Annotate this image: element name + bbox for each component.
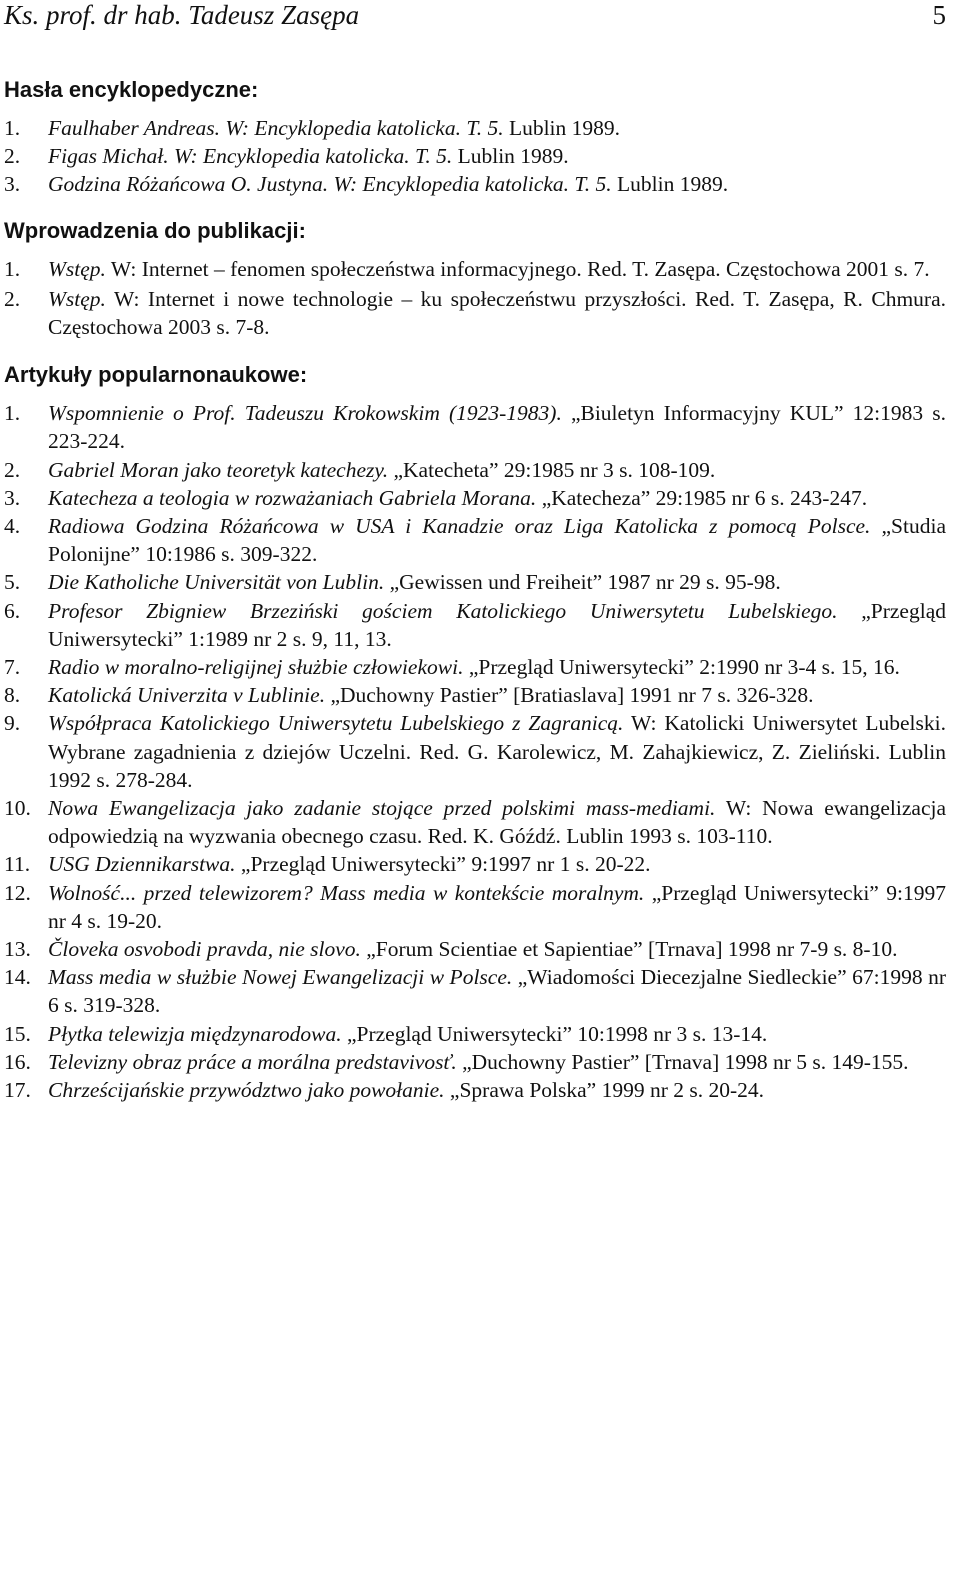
list-item: 14. Mass media w służbie Nowej Ewangelizacji w Polsce. „Wiadomości Diecezjalne Siedleckie” 67:1998 nr 6 s. 319-328. [4, 965, 946, 1018]
list-item: 15. Płytka telewizja międzynarodowa. „Przegląd Uniwersytecki” 10:1998 nr 3 s. 13-14. [4, 1021, 768, 1046]
list-item: 2. Figas Michał. W: Encyklopedia katolicka. T. 5. Lublin 1989. [4, 144, 569, 169]
section-heading-popular-articles: Artykuły popularnonaukowe: [4, 362, 308, 388]
list-item: 3. Godzina Różańcowa O. Justyna. W: Encyklopedia katolicka. T. 5. Lublin 1989. [4, 172, 729, 197]
section-heading-introductions: Wprowadzenia do publikacji: [4, 217, 306, 243]
list-item: 1. Wspomnienie o Prof. Tadeuszu Krokowskim (1923-1983). „Biuletyn Informacyjny KUL” 12:1983 s. 223-224. [4, 401, 946, 454]
list-item: 2. Gabriel Moran jako teoretyk katechezy. „Katecheta” 29:1985 nr 3 s. 108-109. [4, 457, 716, 482]
list-item: 11. USG Dziennikarstwa. „Przegląd Uniwersytecki” 9:1997 nr 1 s. 20-22. [4, 852, 651, 877]
popular-articles-list [4, 399, 946, 1104]
list-item: 9. Współpraca Katolickiego Uniwersytetu Lubelskiego z Zagranicą. W: Katolicki Uniwersytet Lubelski. Wybrane zagadnienia z dziejów Uczelni. Red. G. Karolewicz, M. Zahajkiewicz, Z. Zieliński. Lublin 1992 s. 278-284. [4, 711, 946, 792]
list-item: 12. Wolność... przed telewizorem? Mass media w kontekście moralnym. „Przegląd Uniwersytecki” 9:1997 nr 4 s. 19-20. [4, 880, 947, 933]
list-item: 1. Wstęp. W: Internet – fenomen społeczeństwa informacyjnego. Red. T. Zasępa. Częstochowa 2001 s. 7. [4, 256, 930, 281]
list-item: 17. Chrześcijańskie przywództwo jako powołanie. „Sprawa Polska” 1999 nr 2 s. 20-24. [4, 1078, 765, 1103]
list-item: 1. Faulhaber Andreas. W: Encyklopedia katolicka. T. 5. Lublin 1989. [4, 116, 621, 140]
list-item: 5. Die Katholiche Universität von Lublin. „Gewissen und Freiheit” 1987 nr 29 s. 95-98. [4, 570, 781, 595]
list-item: 2. Wstęp. W: Internet i nowe technologie – ku społeczeństwu przyszłości. Red. T. Zasępa, R. Chmura. Częstochowa 2003 s. 7-8. [4, 286, 946, 340]
list-item: 8. Katolická Univerzita v Lublinie. „Duchowny Pastier” [Bratiaslava] 1991 nr 7 s. 326-328. [4, 683, 814, 708]
list-item: 6. Profesor Zbigniew Brzeziński gościem Katolickiego Uniwersytetu Lubelskiego. „Przegląd Uniwersytecki” 1:1989 nr 2 s. 9, 11, 13. [4, 598, 946, 651]
page-number: 5 [932, 0, 946, 30]
list-item: 3. Katecheza a teologia w rozważaniach Gabriela Morana. „Katecheza” 29:1985 nr 6 s. 243-247. [4, 485, 868, 510]
list-item: 7. Radio w moralno-religijnej służbie człowiekowi. „Przegląd Uniwersytecki” 2:1990 nr 3-4 s. 15, 16. [4, 655, 900, 680]
list-item: 16. Televizny obraz práce a morálna predstavivosť. „Duchowny Pastier” [Trnava] 1998 nr 5 s. 149-155. [4, 1049, 909, 1074]
list-item: 4. Radiowa Godzina Różańcowa w USA i Kanadzie oraz Liga Katolicka z pomocą Polsce. „Studia Polonijne” 10:1986 s. 309-322. [4, 514, 946, 567]
page-header [4, 0, 946, 30]
list-item: 10. Nowa Ewangelizacja jako zadanie stojące przed polskimi mass-mediami. W: Nowa ewangelizacja odpowiedzią na wyzwania obecnego czasu. Red. K. Góźdź. Lublin 1993 s. 103-110. [4, 796, 947, 849]
running-title: Ks. prof. dr hab. Tadeusz Zasępa [4, 0, 360, 30]
list-item: 13. Človeka osvobodi pravda, nie slovo. „Forum Scientiae et Sapientiae” [Trnava] 1998 nr 7-9 s. 8-10. [4, 937, 898, 962]
section-heading-encyclopedia: Hasła encyklopedyczne: [4, 77, 259, 102]
introductions-list [4, 255, 946, 342]
encyclopedia-list [4, 114, 946, 199]
